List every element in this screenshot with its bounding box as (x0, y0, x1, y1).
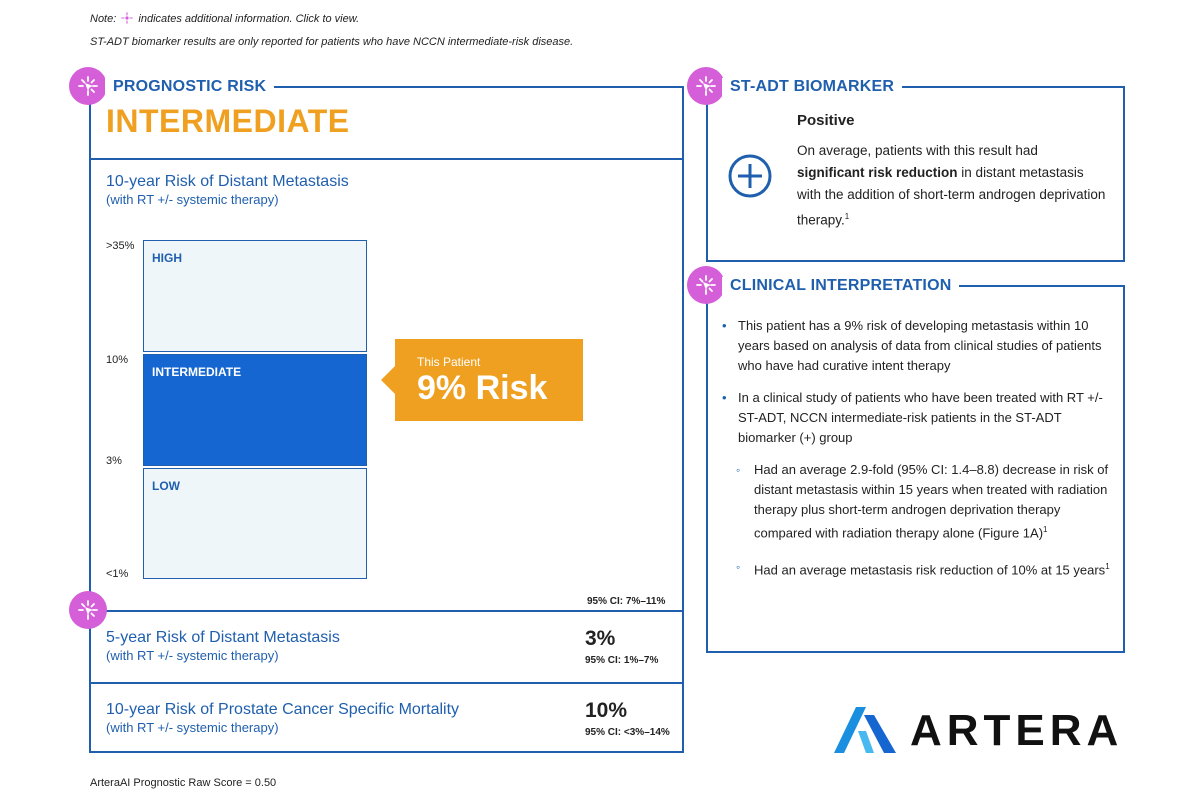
risk-band-low (143, 468, 367, 579)
risk-band-high (143, 240, 367, 352)
st-adt-note: ST-ADT biomarker results are only reported for patients who have NCCN intermediate-risk disease. (90, 36, 574, 48)
y-label-3: 3% (106, 455, 122, 467)
sparkle-icon (695, 274, 717, 296)
sparkle-icon (77, 599, 99, 621)
st-adt-text-b: in distant metastasis with the addition of short-term androgen deprivation therapy. (797, 165, 1106, 228)
y-label-high: >35% (106, 240, 135, 252)
st-adt-info-icon[interactable] (687, 67, 725, 105)
patient-risk-callout (395, 339, 583, 421)
sparkle-icon (695, 75, 717, 97)
panel-divider (91, 610, 682, 612)
footnote-ref[interactable]: 1 (844, 212, 850, 221)
sub-item-text: Had an average 2.9-fold (95% CI: 1.4–8.8) decrease in risk of distant metastasis within 15 years when treated with radiation therapy plus short-term androgen deprivation therapy compared with radiation therapy alone (Figure 1A) (754, 462, 1109, 541)
ten-year-dm-title: 10-year Risk of Distant Metastasis (106, 173, 349, 190)
prognostic-risk-level: INTERMEDIATE (106, 103, 350, 139)
five-year-dm-value: 3% (585, 627, 616, 650)
plus-circle-icon (727, 153, 773, 199)
clinical-interpretation-list (722, 316, 1114, 595)
clinical-title: CLINICAL INTERPRETATION (722, 277, 959, 295)
band-label-high: HIGH (152, 251, 182, 265)
st-adt-text-a: On average, patients with this result had (797, 143, 1038, 158)
sparkle-icon (77, 75, 99, 97)
prognostic-info-icon[interactable] (69, 67, 107, 105)
st-adt-text-bold: significant risk reduction (797, 165, 958, 180)
info-spark-icon (121, 12, 133, 24)
footnote-ref[interactable]: 1 (1105, 562, 1110, 572)
pcsm-ci: 95% CI: <3%–14% (585, 727, 670, 738)
info-note (90, 12, 359, 25)
five-year-dm-subtitle: (with RT +/- systemic therapy) (106, 648, 279, 663)
callout-label: This Patient (417, 355, 481, 369)
footnote-ref[interactable]: 1 (1043, 525, 1048, 534)
pcsm-value: 10% (585, 699, 628, 722)
note-suffix: indicates additional information. Click to view. (138, 13, 360, 25)
artera-logo-icon (834, 705, 898, 755)
note-prefix: Note: (90, 13, 117, 25)
sub-list-item (722, 460, 1114, 543)
st-adt-description (797, 140, 1107, 232)
five-year-dm-title: 5-year Risk of Distant Metastasis (106, 629, 340, 646)
pcsm-subtitle: (with RT +/- systemic therapy) (106, 720, 279, 735)
prognostic-risk-title: PROGNOSTIC RISK (105, 78, 274, 96)
sub-item-text: Had an average metastasis risk reduction of 10% at 15 years (754, 562, 1106, 578)
pcsm-title: 10-year Risk of Prostate Cancer Specific Mortality (106, 701, 460, 718)
five-year-info-icon[interactable] (69, 591, 107, 629)
panel-divider (91, 158, 682, 160)
artera-logo-text: ARTERA (910, 706, 1124, 755)
band-label-low: LOW (152, 479, 180, 493)
ten-year-dm-ci: 95% CI: 7%–11% (587, 596, 666, 607)
list-item: • This patient has a 9% risk of developing metastasis within 10 years based on analysis of data from clinical studies of patients who have had curative intent therapy (722, 316, 1114, 376)
band-label-intermediate: INTERMEDIATE (152, 365, 242, 379)
list-item: • In a clinical study of patients who have been treated with RT +/- ST-ADT, NCCN intermediate-risk patients in the ST-ADT biomarker (+) group (722, 388, 1114, 448)
y-label-10: 10% (106, 354, 129, 366)
clinical-info-icon[interactable] (687, 266, 725, 304)
callout-value: 9% Risk (417, 369, 548, 407)
st-adt-result: Positive (797, 112, 855, 129)
y-label-low: <1% (106, 568, 129, 580)
panel-divider (91, 682, 682, 684)
callout-arrow (381, 366, 395, 394)
five-year-dm-ci: 95% CI: 1%–7% (585, 655, 659, 666)
sub-list-item (722, 557, 1114, 580)
raw-score: ArteraAI Prognostic Raw Score = 0.50 (90, 777, 277, 789)
st-adt-title: ST-ADT BIOMARKER (722, 78, 902, 96)
risk-band-intermediate (143, 354, 367, 466)
ten-year-dm-subtitle: (with RT +/- systemic therapy) (106, 192, 279, 207)
